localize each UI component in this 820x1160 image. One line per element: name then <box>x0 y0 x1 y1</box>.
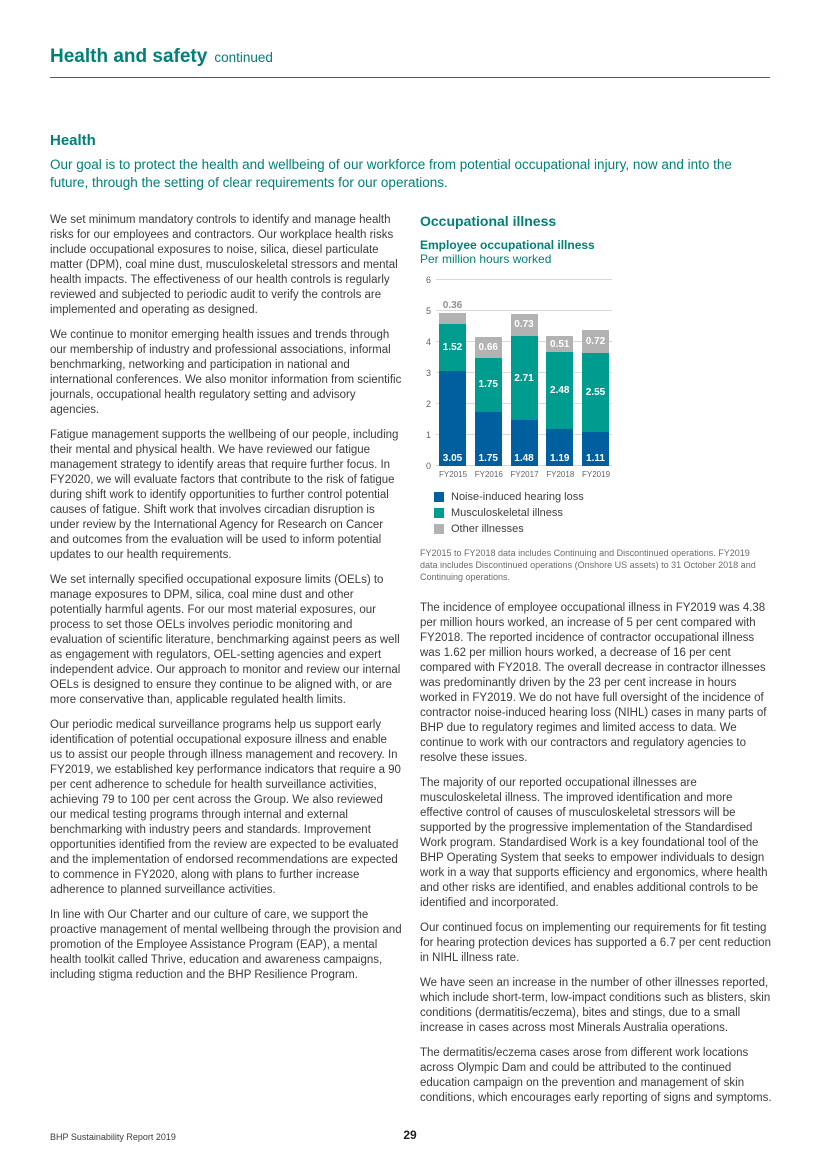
section-title: Health <box>50 132 96 149</box>
segment-fy2018 <box>546 429 573 466</box>
body-paragraph: We set minimum mandatory controls to identify and manage health risks for our employees and contractors. Our workplace health risks include occupational exposures to noise, silica, diesel particulate matter (DPM), coal mine dust, musculoskeletal stressors and mental health impacts. The effectiveness of our health controls is regularly reviewed and subjected to periodic audit to verify the controls are implemented and operating as designed. <box>50 214 398 316</box>
value-label: 1.19 <box>550 453 570 464</box>
segment-fy2016 <box>475 412 502 466</box>
page-number: 29 <box>403 1128 417 1142</box>
segment-fy2018 <box>546 336 573 352</box>
gridline <box>436 279 612 280</box>
running-header-title: Health and safety <box>50 46 208 67</box>
stacked-bar-chart <box>420 275 772 479</box>
bar-fy2019 <box>582 330 609 466</box>
chart-plot <box>436 280 612 466</box>
legend-label: Musculoskeletal illness <box>451 507 563 519</box>
legend-swatch <box>434 524 444 534</box>
segment-fy2015 <box>439 324 466 371</box>
running-header <box>50 46 770 78</box>
x-tick-label: FY2015 <box>439 470 468 479</box>
y-tick-label: 2 <box>425 399 431 409</box>
chart-plot-wrap <box>436 280 612 479</box>
segment-fy2019 <box>582 353 609 432</box>
value-label: 3.05 <box>442 453 463 464</box>
segment-fy2017 <box>511 336 538 420</box>
value-label: 0.72 <box>585 335 606 347</box>
bar-fy2015 <box>439 300 466 466</box>
legend-swatch <box>434 508 444 518</box>
legend-label: Other illnesses <box>451 523 524 535</box>
chart-y-axis <box>420 275 436 471</box>
value-label: 2.48 <box>550 385 570 397</box>
value-label: 1.11 <box>586 453 605 464</box>
footer-report-title: BHP Sustainability Report 2019 <box>50 1132 176 1142</box>
value-label: 0.66 <box>478 341 498 353</box>
chart-title: Employee occupational illness <box>420 238 595 252</box>
body-paragraph: We continue to monitor emerging health issues and trends through our membership of industry and professional associations, informal benchmarking, networking and participation in national and international conferences. We also monitor information from scientific journals, occupational health regulatory setting and advisory agencies. <box>50 329 402 416</box>
y-tick-label: 0 <box>425 461 431 471</box>
value-label: 1.48 <box>514 453 534 464</box>
right-column-text <box>420 601 772 1106</box>
y-tick-label: 3 <box>425 368 431 378</box>
running-header-continued: continued <box>214 50 273 65</box>
bar-fy2016 <box>475 337 502 466</box>
legend-item <box>434 507 772 519</box>
section-header <box>50 132 770 191</box>
segment-fy2015 <box>439 300 466 324</box>
legend-item <box>434 491 772 503</box>
value-label: 0.73 <box>514 319 534 331</box>
body-paragraph: The dermatitis/eczema cases arose from different work locations across Olympic Dam and could be attributed to the continued education campaign on the prevention and management of skin conditions, which encourages early reporting of signs and symptoms. <box>420 1047 772 1104</box>
legend-swatch <box>434 492 444 502</box>
body-paragraph: Fatigue management supports the wellbeing of our people, including their mental and physical health. We have reviewed our fatigue management strategy to identify areas that require further focus. In FY2020, we will evaluate factors that contribute to the risk of fatigue during shift work to identify opportunities to further control potential causes of fatigue. Shift work that involves circadian disruption is under review by the International Agency for Research on Cancer and outcomes from the evaluation will be used to inform potential updates to our health requirements. <box>50 429 399 561</box>
two-column-layout <box>50 213 770 1116</box>
y-tick-label: 1 <box>425 430 431 440</box>
chart-section-heading: Occupational illness <box>420 213 557 229</box>
value-label: 1.75 <box>478 379 498 391</box>
segment-fy2016 <box>475 337 502 357</box>
segment-fy2019 <box>582 432 609 466</box>
x-tick-label: FY2017 <box>510 470 539 479</box>
legend-item <box>434 523 772 535</box>
value-label: 2.71 <box>514 372 534 384</box>
chart-footnote: FY2015 to FY2018 data includes Continuing and Discontinued operations. FY2019 data includes Discontinued operations (Onshore US assets) to 31 October 2018 and Continuing operations. <box>420 548 756 582</box>
segment-fy2015 <box>439 371 466 466</box>
body-paragraph: The majority of our reported occupational illnesses are musculoskeletal illness. The improved identification and more effective control of causes of musculoskeletal stressors will be supported by the progressive implementation of the Standardised Work program. Standardised Work is a key foundational tool of the BHP Operating System that seeks to empower individuals to design work in a way that supports efficiency and ergonomics, where health and other risks are identified, and enables additional controls to be identified and incorporated. <box>420 777 768 909</box>
body-paragraph: We set internally specified occupational exposure limits (OELs) to manage exposures to DPM, silica, coal mine dust and other potentially harmful agents. For our most material exposures, our process to set those OELs involves periodic monitoring and evaluation of scientific literature, benchmarking against peers as well as engagement with regulators, OEL-setting agencies and expert independent advice. Our approach to monitor and review our internal OELs is designed to ensure they continue to be aligned with, or are more conservative than, applicable regulated health limits. <box>50 574 401 706</box>
section-intro: Our goal is to protect the health and wellbeing of our workforce from potential occupational injury, now and into the future, through the setting of clear requirements for our operations. <box>50 157 732 190</box>
segment-fy2017 <box>511 420 538 466</box>
chart-legend <box>420 491 772 535</box>
segment-fy2017 <box>511 314 538 337</box>
body-paragraph: The incidence of employee occupational illness in FY2019 was 4.38 per million hours worked, an increase of 5 per cent compared with FY2018. The reported incidence of contractor occupational illness was 1.62 per million hours worked, a decrease of 16 per cent compared with FY2018. The overall decrease in contractor illnesses was predominantly driven by the 23 per cent increase in hours worked in FY2019. We do not have full oversight of the incidence of contractor noise-induced hearing loss (NIHL) cases in many parts of BHP due to regulatory regimes and limited access to data. We continue to work with our contractors and regulatory agencies to resolve these issues. <box>420 602 767 764</box>
legend-label: Noise-induced hearing loss <box>451 491 584 503</box>
bar-fy2017 <box>511 314 538 467</box>
body-paragraph: Our continued focus on implementing our requirements for fit testing for hearing protection devices has supported a 6.7 per cent reduction in NIHL illness rate. <box>420 922 771 964</box>
right-column <box>420 213 772 1116</box>
body-paragraph: We have seen an increase in the number of other illnesses reported, which include short-term, low-impact conditions such as blisters, skin conditions (dermatitis/eczema), bites and stings, due to a small increase in cases across most Minerals Australia operations. <box>420 977 771 1034</box>
chart-bars <box>439 300 609 466</box>
x-tick-label: FY2016 <box>474 470 503 479</box>
y-tick-label: 4 <box>425 337 431 347</box>
bar-fy2018 <box>546 336 573 466</box>
chart-block <box>420 213 772 583</box>
y-tick-label: 6 <box>425 275 431 285</box>
value-label: 0.36 <box>442 300 463 312</box>
gridline <box>436 310 612 311</box>
value-label: 1.52 <box>442 342 463 354</box>
value-label: 1.75 <box>478 453 498 464</box>
segment-fy2018 <box>546 352 573 429</box>
body-paragraph: In line with Our Charter and our culture of care, we support the proactive management of mental wellbeing through the provision and promotion of the Employee Assistance Program (EAP), a mental health toolkit called Thrive, education and awareness campaigns, including stigma reduction and the BHP Resilience Program. <box>50 909 402 981</box>
chart-subtitle: Per million hours worked <box>420 252 552 266</box>
page-footer <box>50 1128 770 1142</box>
value-label: 2.55 <box>585 386 606 398</box>
x-tick-label: FY2018 <box>546 470 575 479</box>
x-tick-label: FY2019 <box>582 470 611 479</box>
value-label: 0.51 <box>550 338 570 350</box>
segment-fy2019 <box>582 330 609 352</box>
left-column <box>50 213 402 1116</box>
segment-fy2016 <box>475 358 502 412</box>
y-tick-label: 5 <box>425 306 431 316</box>
body-paragraph: Our periodic medical surveillance programs help us support early identification of potential occupational exposure illness and enable us to assist our people through illness management and recovery. In FY2019, we established key performance indicators that require a 90 per cent adherence to schedule for health surveillance activities, achieving 79 to 100 per cent across the Group. We also reviewed our medical testing programs through internal and external benchmarking with industry peers and standards. Improvement opportunities identified from the review are expected to be evaluated and the implementation of endorsed recommendations are expected to commence in FY2020, along with plans to further increase adherence to planned surveillance activities. <box>50 719 401 896</box>
chart-x-labels <box>436 470 612 479</box>
